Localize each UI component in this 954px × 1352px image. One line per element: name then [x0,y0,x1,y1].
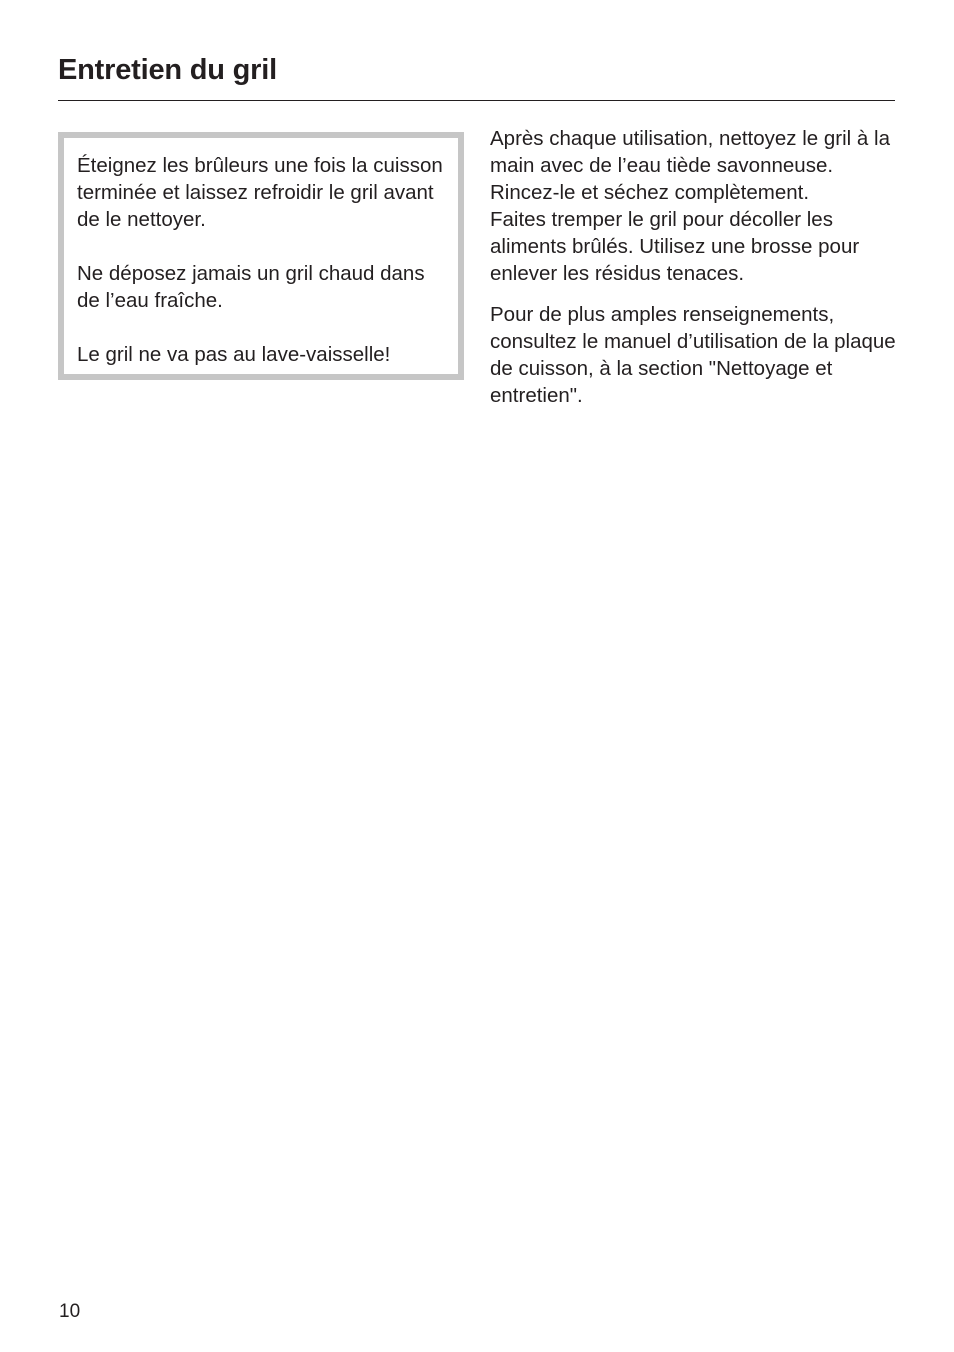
page-number: 10 [59,1301,81,1322]
warning-paragraph: Le gril ne va pas au lave-vaisselle! [77,343,391,366]
instructions-column [490,125,900,409]
instruction-paragraph: Pour de plus amples renseignements, consultez le manuel d’utilisation de la plaque de cuisson, à la section "Nettoyage et entretien". [490,303,896,407]
instruction-paragraph: Faites tremper le gril pour décoller les aliments brûlés. Utilisez une brosse pour enlever les résidus tenaces. [490,208,860,285]
warning-paragraph: Ne déposez jamais un gril chaud dans de l’eau fraîche. [77,262,425,312]
warning-box-content [77,152,449,368]
title-divider [58,100,895,101]
page-title: Entretien du gril [58,54,277,86]
warning-paragraph: Éteignez les brûleurs une fois la cuisson terminée et laissez refroidir le gril avant de le nettoyer. [77,154,443,231]
instruction-paragraph: Après chaque utilisation, nettoyez le gril à la main avec de l’eau tiède savonneuse. Rincez-le et séchez complètement. [490,127,890,204]
warning-box [58,132,464,380]
